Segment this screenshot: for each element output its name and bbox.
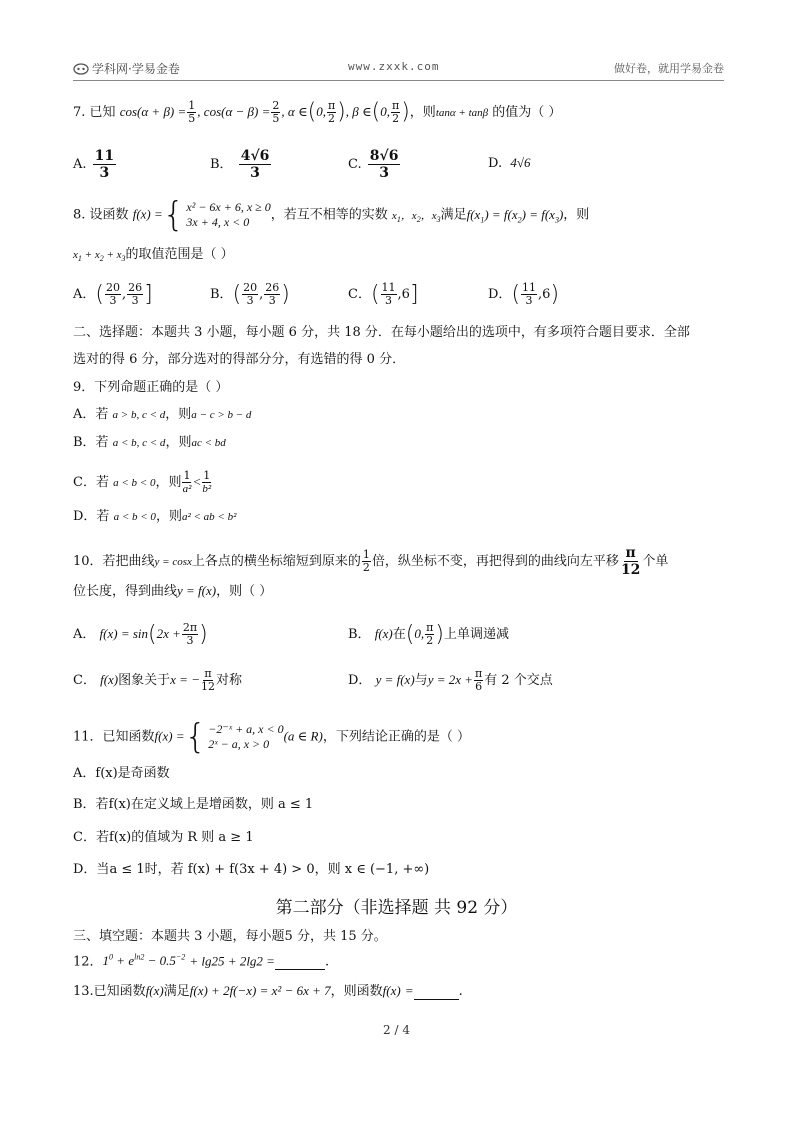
q8-option-d[interactable]: D．( $\frac{11}{3}$ ,6) [488,281,560,307]
logo-text: 学科网·学易金卷 [92,62,180,76]
page-header [73,60,724,78]
q10-option-d[interactable]: D． y = f(x)与y = 2x + $\frac{\pi}{6}$ 有 2 个交点 [348,667,553,693]
section-2-instructions-line2: 选对的得 6 分，部分选对的得部分分，有选错的得 0 分． [73,352,406,367]
question-9-stem: 9．下列命题正确的是（ ） [73,380,229,395]
brand-logo [73,60,180,77]
q7-option-b[interactable]: B． $\frac{4√6}{3}$ [210,148,270,181]
q9-option-b[interactable]: B．若 a < b, c < d，则ac < bd [73,435,226,450]
q7-option-a[interactable]: A. $\frac{11}{3}$ [73,148,115,181]
question-7-stem: 7. 已知 cos(α + β) = $\frac{1}{5}$ , cos(α − β) = $\frac{2}{5}$ , α ∈(0, $\frac{\pi}{2}$ ), β ∈(0, $\frac{\pi}{2}$ )，则tanα + tanβ 的值为（ ） [73,99,562,125]
header-divider [73,80,724,81]
question-10-line2: 位长度，得到曲线y = f(x)，则（ ） [73,583,273,599]
header-url[interactable]: www.zxxk.com [348,60,440,73]
part-2-heading: 第二部分（非选择题 共 92 分） [275,898,518,918]
q13-answer-blank[interactable] [414,999,459,1000]
q9-option-a[interactable]: A．若 a > b, c < d，则a − c > b − d [73,407,252,422]
q12-answer-blank[interactable] [275,969,325,970]
logo-icon [73,63,89,75]
q10-option-a[interactable]: A． f(x) = sin(2x + $\frac{2\pi}{3}$ ) [73,621,208,647]
q11-option-a[interactable]: A．f(x)是奇函数 [73,766,170,781]
header-slogan: 做好卷，就用学易金卷 [614,62,724,75]
q10-option-b[interactable]: B． f(x)在(0, $\frac{\pi}{2}$ )上单调递减 [348,621,509,647]
section-3-instructions: 三、填空题：本题共 3 小题，每小题5 分，共 15 分。 [73,929,387,944]
section-2-instructions-line1: 二、选择题：本题共 3 小题，每小题 6 分，共 18 分．在每小题给出的选项中，有多项符合题目要求．全部 [73,325,690,340]
q7-option-d[interactable]: D. 4√6 [488,155,531,171]
q9-option-d[interactable]: D．若 a < b < 0，则a² < ab < b² [73,509,237,524]
question-11-stem: 11．已知函数f(x) = { −2⁻ˣ + a, x < 0 2ˣ − a, x > 0 (a ∈ R)，下列结论正确的是（ ） [73,717,470,757]
question-12: 12．$1^0 + e^{ln2} - 0.5^{-2} + \lg 25 + 2\lg 2$ = . [73,953,330,970]
question-8-line2: $x_1 + x_2 + x_3$的取值范围是（ ） [73,247,234,264]
q8-option-a[interactable]: A．( $\frac{20}{3}$ , $\frac{26}{3}$ ] [73,281,153,307]
q8-option-c[interactable]: C．( $\frac{11}{3}$ ,6] [348,281,419,307]
q11-option-d[interactable]: D．当a ≤ 1时，若 f(x) + f(3x + 4) > 0，则 x ∈ (−1, +∞) [73,862,430,877]
question-10-stem: 10．若把曲线y = cosx上各点的横坐标缩短到原来的 $\frac{1}{2}$ 倍，纵坐标不变，再把得到的曲线向左平移 $\frac{\pi}{12}$ 个单 [73,545,669,578]
q9-option-c[interactable]: C．若 a < b < 0，则 $\frac{1}{\text{a²}}$ < $\frac{1}{\text{b²}}$ [73,469,212,495]
question-13: 13.已知函数f(x)满足f(x) + 2f(−x) = x² − 6x + 7，则函数f(x) = . [73,983,463,999]
q10-option-c[interactable]: C． f(x)图象关于x = − $\frac{\pi}{12}$ 对称 [73,667,242,693]
q8-option-b[interactable]: B．( $\frac{20}{3}$ , $\frac{26}{3}$ ) [210,281,290,307]
question-8-stem: 8. 设函数 f(x) = { x² − 6x + 6, x ≥ 0 3x + 4, x < 0 ，若互不相等的实数 $x_1$，$x_2$，$x_3$满足$f(x_1) = f(x_2) = f(x_3)$，则 [73,195,590,235]
q11-option-b[interactable]: B．若f(x)在定义域上是增函数，则 a ≤ 1 [73,797,314,812]
page-number: 2 / 4 [383,1023,410,1037]
q11-option-c[interactable]: C．若f(x)的值域为 R 则 a ≥ 1 [73,830,254,845]
q7-option-c[interactable]: C. $\frac{8√6}{3}$ [348,148,399,181]
